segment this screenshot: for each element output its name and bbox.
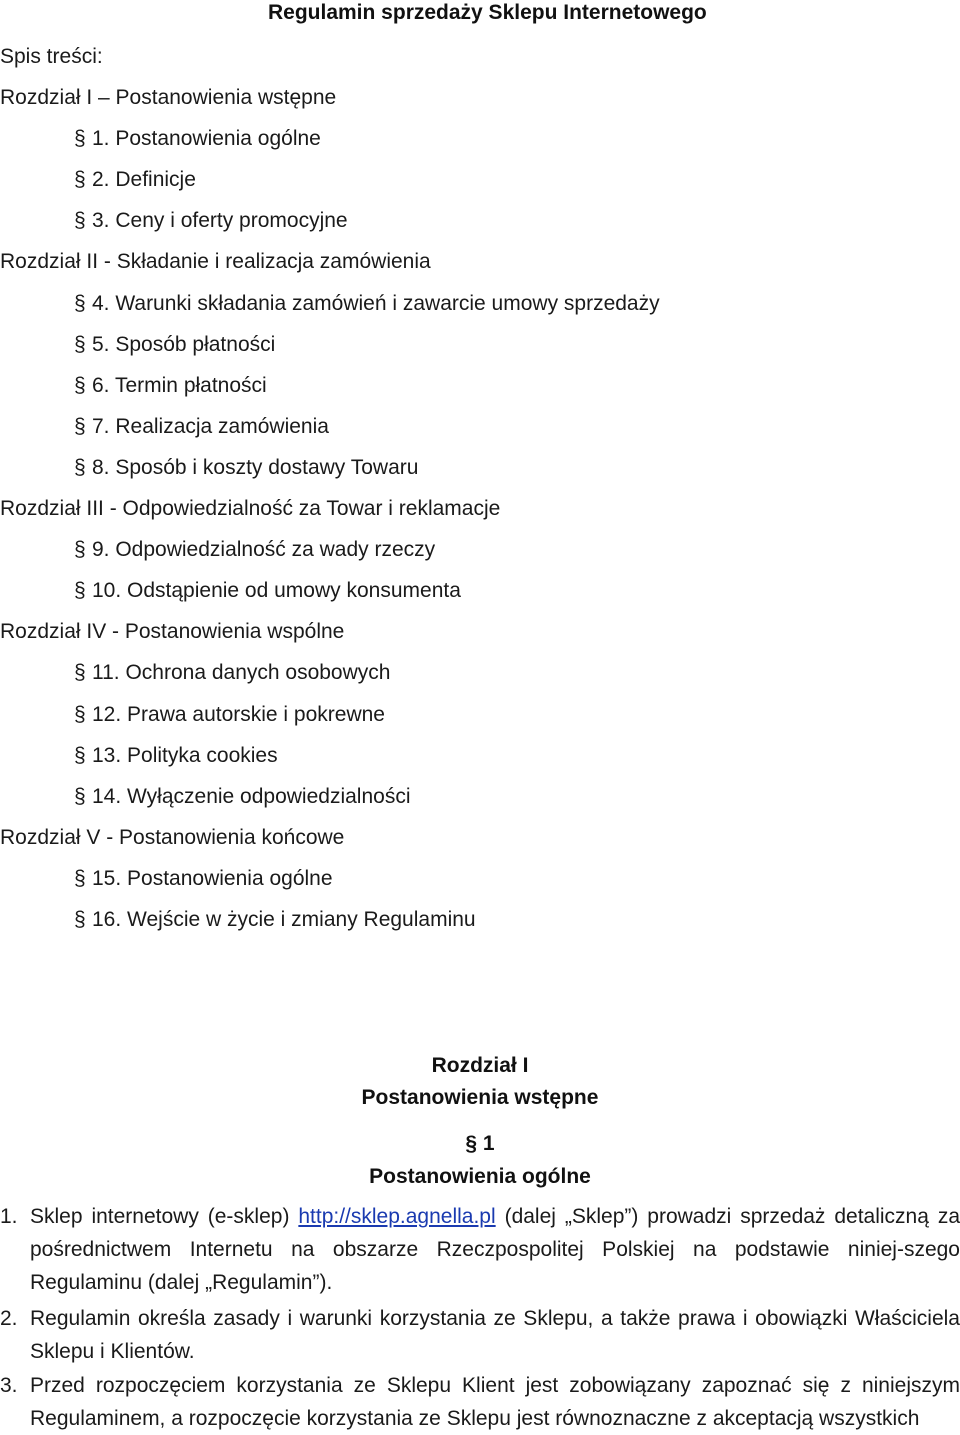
- clause-2: [0, 1302, 960, 1368]
- toc-chapter: [0, 248, 960, 289]
- toc-section: [0, 372, 960, 413]
- paragraph-sign-icon: §: [74, 291, 86, 315]
- chapter-title: Postanowienia wstępne: [361, 1086, 599, 1109]
- toc-section-label: 3. Ceny i oferty promocyjne: [92, 209, 348, 233]
- toc-section: [0, 906, 960, 947]
- clause-1: [0, 1200, 960, 1299]
- clause-number: 3.: [0, 1374, 18, 1397]
- toc-section-label: 4. Warunki składania zamówień i zawarcie umowy sprzedaży: [92, 291, 660, 315]
- toc-section-label: 2. Definicje: [92, 168, 196, 192]
- toc-heading: Spis treści:: [0, 45, 103, 68]
- paragraph-sign-icon: §: [74, 127, 86, 151]
- paragraph-sign-icon: §: [74, 579, 86, 603]
- clause-3: [0, 1369, 960, 1435]
- toc-chapter-label: Rozdział II - Składanie i realizacja zamówienia: [0, 250, 431, 274]
- paragraph-sign-icon: §: [74, 661, 86, 685]
- toc-section-label: 8. Sposób i koszty dostawy Towaru: [92, 455, 419, 479]
- toc-section-label: 12. Prawa autorskie i pokrewne: [92, 702, 385, 726]
- toc-section: [0, 742, 960, 783]
- toc-section-label: 6. Termin płatności: [92, 373, 267, 397]
- table-of-contents: [0, 43, 960, 947]
- section-sign: § 1: [465, 1132, 495, 1155]
- toc-section-label: 1. Postanowienia ogólne: [92, 127, 321, 151]
- paragraph-sign-icon: §: [74, 907, 86, 931]
- paragraph-sign-icon: §: [74, 702, 86, 726]
- shop-link[interactable]: http://sklep.agnella.pl: [298, 1205, 496, 1228]
- toc-section-label: 7. Realizacja zamówienia: [92, 414, 329, 438]
- toc-section: [0, 207, 960, 248]
- toc-section-label: 5. Sposób płatności: [92, 332, 276, 356]
- toc-items: [0, 84, 960, 947]
- toc-section-label: 15. Postanowienia ogólne: [92, 866, 333, 890]
- paragraph-sign-icon: §: [74, 538, 86, 562]
- toc-section: [0, 290, 960, 331]
- clause-text: Przed rozpoczęciem korzystania ze Sklepu Klient jest zobowiązany zapoznać się z niniejszym Regulaminem, a rozpoczęcie korzystania ze Sklepu jest równoznaczne z akceptacją wszystkich: [30, 1374, 960, 1430]
- toc-chapter: [0, 84, 960, 125]
- toc-chapter-label: Rozdział IV - Postanowienia wspólne: [0, 620, 345, 644]
- toc-section: [0, 125, 960, 166]
- toc-section: [0, 577, 960, 618]
- clause-text-after: (dalej „Sklep”) prowadzi sprzedaż detaliczną za pośrednictwem Internetu na obszarze Rzeczpospolitej Polskiej na podstawie niniej-szego Regulaminu (dalej „Regulamin”).: [30, 1205, 960, 1294]
- toc-section: [0, 413, 960, 454]
- section-title: Postanowienia ogólne: [369, 1165, 591, 1188]
- paragraph-sign-icon: §: [74, 168, 86, 192]
- chapter-label: Rozdział I: [431, 1054, 529, 1077]
- paragraph-sign-icon: §: [74, 743, 86, 767]
- toc-chapter: [0, 824, 960, 865]
- paragraph-sign-icon: §: [74, 866, 86, 890]
- toc-chapter-label: Rozdział III - Odpowiedzialność za Towar i reklamacje: [0, 497, 501, 521]
- toc-chapter: [0, 495, 960, 536]
- toc-section: [0, 659, 960, 700]
- toc-section-label: 13. Polityka cookies: [92, 743, 278, 767]
- clause-number: 2.: [0, 1307, 18, 1330]
- clause-text: [30, 1200, 960, 1299]
- toc-section: [0, 701, 960, 742]
- toc-section-label: 11. Ochrona danych osobowych: [92, 661, 391, 685]
- toc-chapter-label: Rozdział I – Postanowienia wstępne: [0, 86, 337, 110]
- toc-section: [0, 331, 960, 372]
- paragraph-sign-icon: §: [74, 209, 86, 233]
- toc-section-label: 9. Odpowiedzialność za wady rzeczy: [92, 538, 436, 562]
- paragraph-sign-icon: §: [74, 784, 86, 808]
- clause-number: 1.: [0, 1205, 18, 1228]
- toc-chapter: [0, 618, 960, 659]
- toc-section: [0, 783, 960, 824]
- paragraph-sign-icon: §: [74, 455, 86, 479]
- document-title: Regulamin sprzedaży Sklepu Internetowego: [268, 1, 707, 24]
- toc-section-label: 16. Wejście w życie i zmiany Regulaminu: [92, 907, 476, 931]
- paragraph-sign-icon: §: [74, 332, 86, 356]
- clause-text-before: Sklep internetowy (e-sklep): [30, 1205, 299, 1228]
- toc-chapter-label: Rozdział V - Postanowienia końcowe: [0, 825, 345, 849]
- toc-section: [0, 454, 960, 495]
- toc-section-label: 14. Wyłączenie odpowiedzialności: [92, 784, 411, 808]
- toc-section: [0, 865, 960, 906]
- regulation-body: [0, 1200, 960, 1435]
- toc-section: [0, 166, 960, 207]
- toc-section: [0, 536, 960, 577]
- paragraph-sign-icon: §: [74, 414, 86, 438]
- clause-text: Regulamin określa zasady i warunki korzystania ze Sklepu, a także prawa i obowiązki Właściciela Sklepu i Klientów.: [30, 1307, 960, 1363]
- toc-section-label: 10. Odstąpienie od umowy konsumenta: [92, 579, 461, 603]
- paragraph-sign-icon: §: [74, 373, 86, 397]
